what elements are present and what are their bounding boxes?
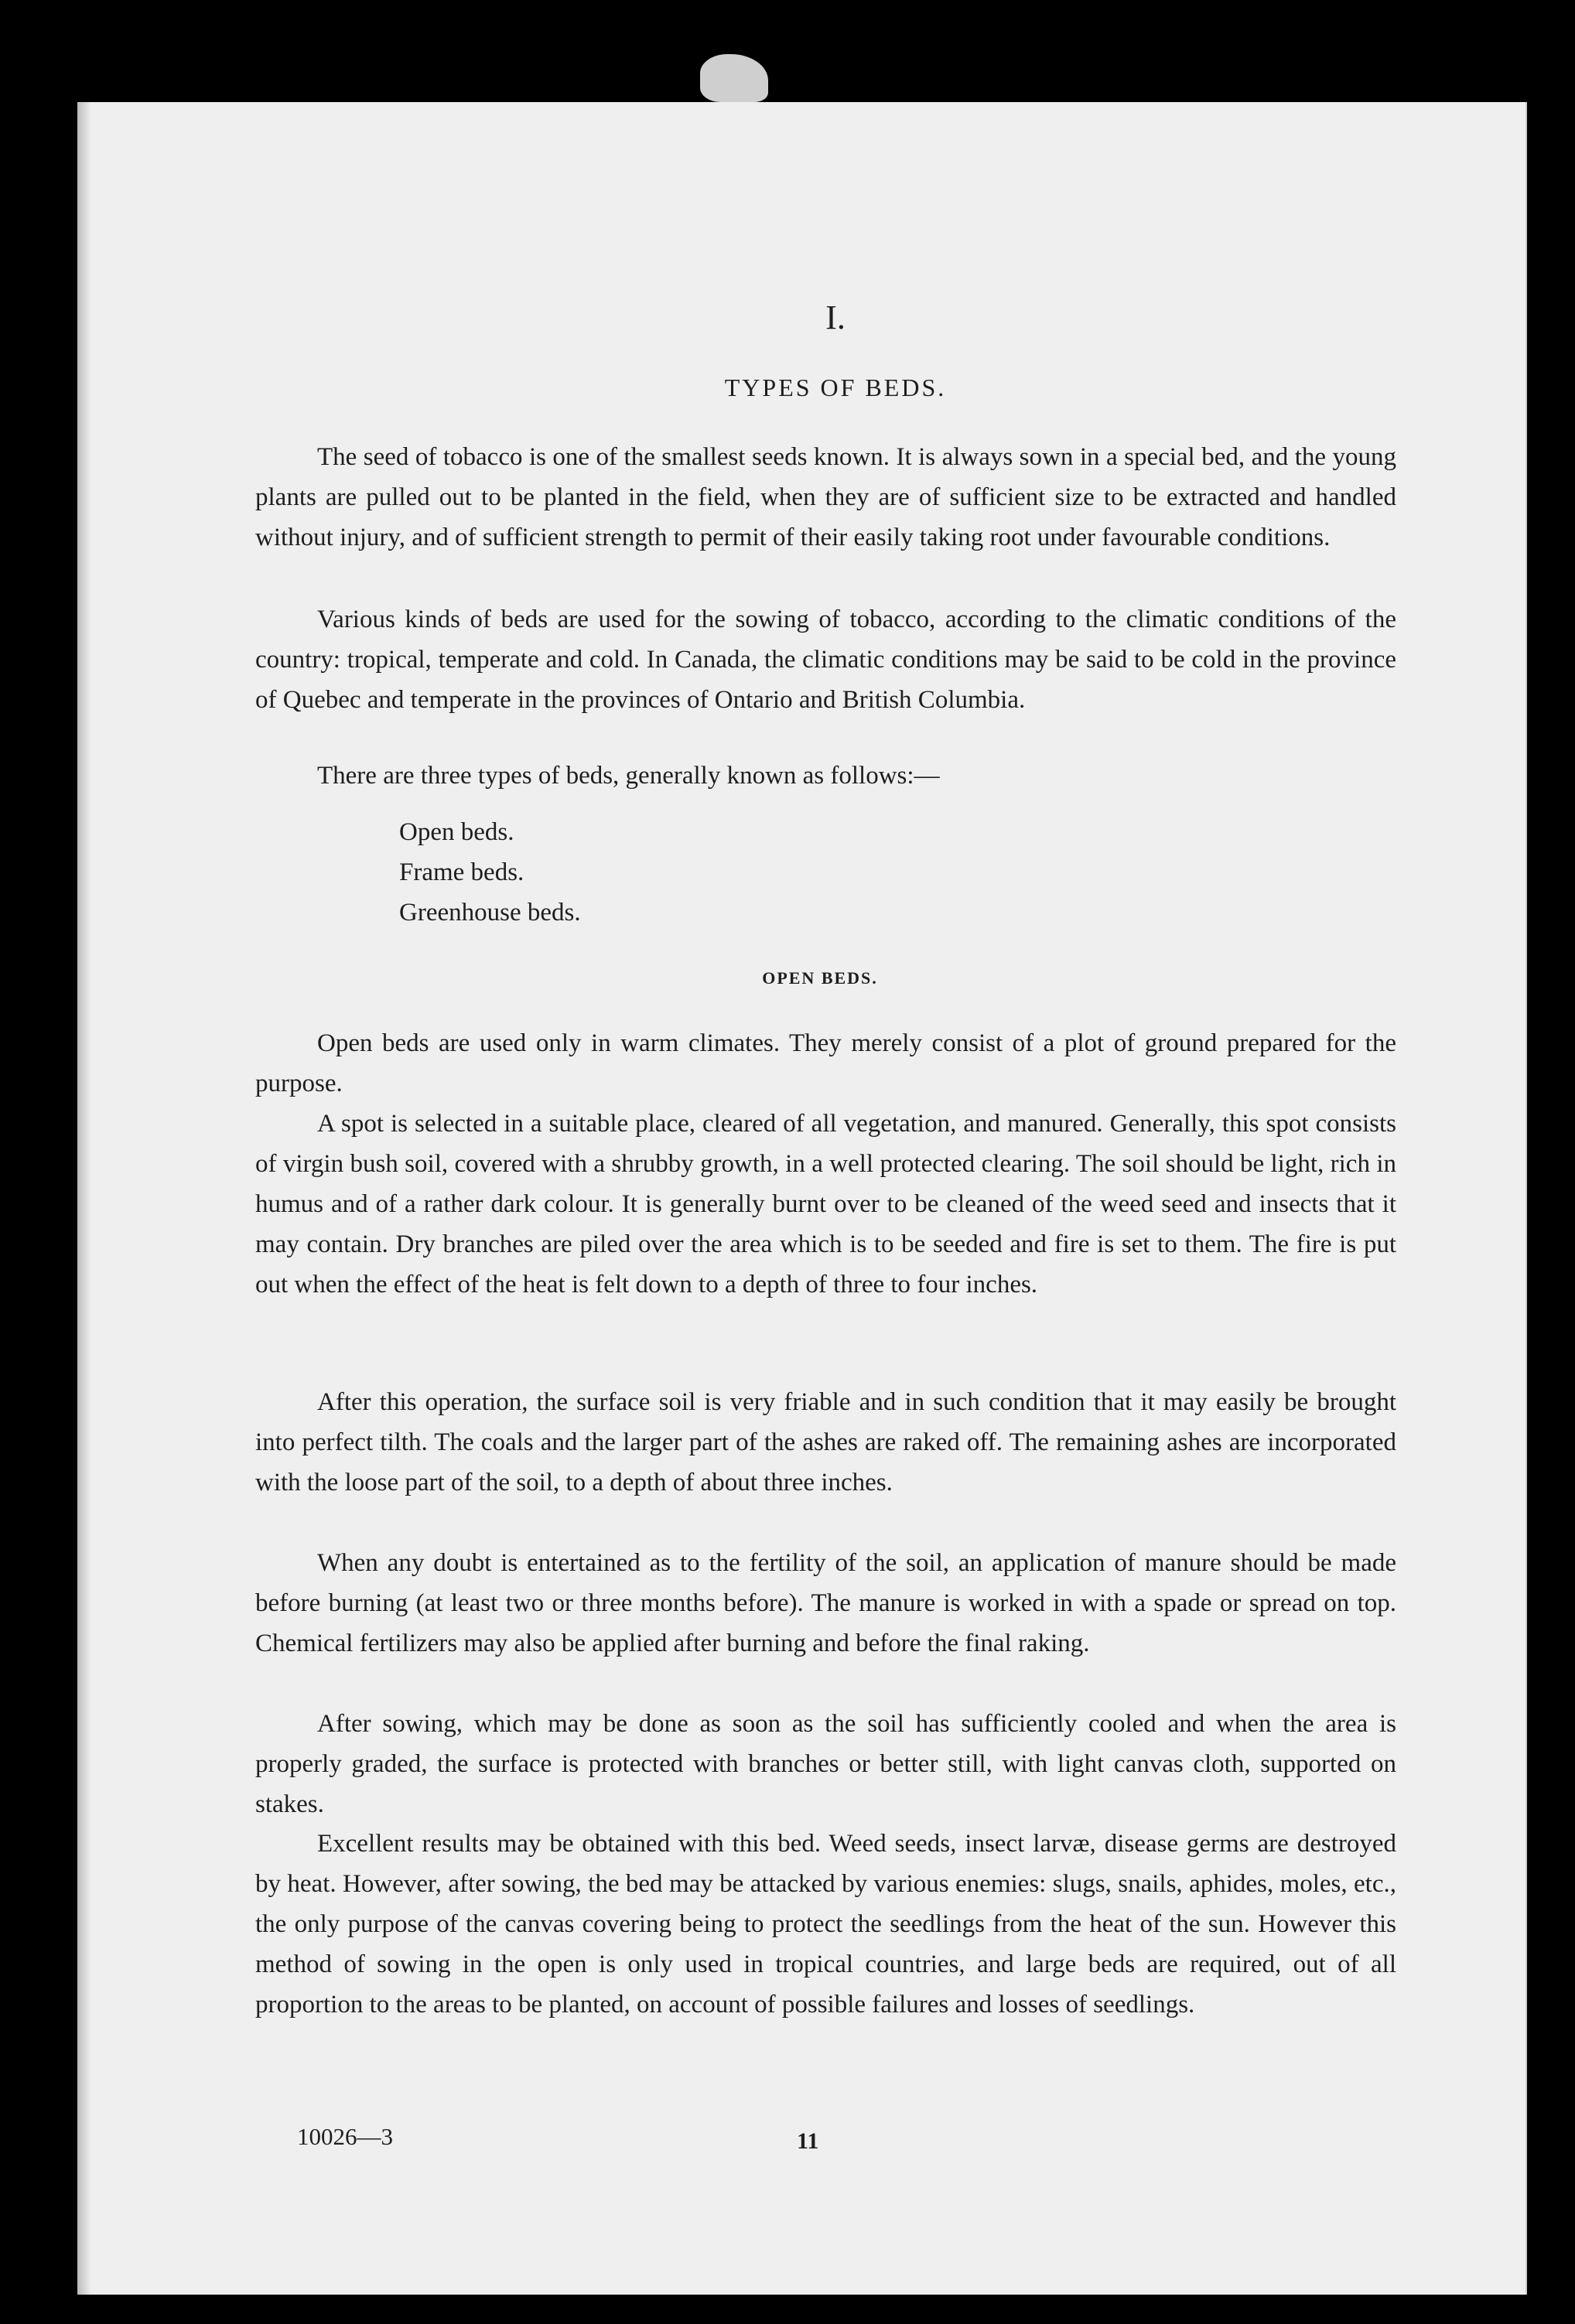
paragraph-open-beds-4: When any doubt is entertained as to the fertility of the soil, an application of manure should be made before burning (at least two or three months before). The manure is worked in with a spade or spread on top. Chemical fertilizers may also be applied after burning and before the final raking. [255, 1549, 1396, 1657]
chapter-number: I. [825, 299, 846, 336]
binding-shadow [77, 102, 91, 2295]
section-heading: OPEN BEDS. [762, 968, 878, 988]
print-code: 10026—3 [297, 2123, 393, 2150]
list-item: Frame beds. [399, 858, 524, 886]
paragraph-intro-3: There are three types of beds, generally known as follows:— [317, 762, 940, 790]
paragraph-open-beds-6: Excellent results may be obtained with this bed. Weed seeds, insect larvæ, disease germs are destroyed by heat. However, after sowing, the bed may be attacked by various enemies: slugs, snails, aphides, moles, etc., the only purpose of the canvas covering being to protect the seedlings from the heat of the sun. However this method of sowing in the open is only used in tropical countries, and large beds are required, out of all proportion to the areas to be planted, on account of possible failures and losses of seedlings. [255, 1830, 1396, 2019]
paragraph-open-beds-1: Open beds are used only in warm climates. They merely consist of a plot of ground prepared for the purpose. [255, 1029, 1396, 1097]
paragraph-intro-1: The seed of tobacco is one of the smallest seeds known. It is always sown in a special bed, and the young plants are pulled out to be planted in the field, when they are of sufficient size to be extracted and handled without injury, and of sufficient strength to permit of their easily taking root under favourable conditions. [255, 443, 1396, 551]
chapter-title: TYPES OF BEDS. [724, 374, 947, 401]
page-number: 11 [797, 2128, 819, 2154]
paragraph-open-beds-5: After sowing, which may be done as soon as the soil has sufficiently cooled and when the area is properly graded, the surface is protected with branches or better still, with light canvas cloth, supported on stakes. [255, 1710, 1396, 1818]
paragraph-open-beds-3: After this operation, the surface soil is very friable and in such condition that it may easily be brought into perfect tilth. The coals and the larger part of the ashes are raked off. The remaining ashes are incorporated with the loose part of the soil, to a depth of about three inches. [255, 1388, 1396, 1496]
paragraph-intro-2: Various kinds of beds are used for the sowing of tobacco, according to the climatic conditions of the country: tropical, temperate and cold. In Canada, the climatic conditions may be said to be cold in the province of Quebec and temperate in the provinces of Ontario and British Columbia. [255, 606, 1396, 714]
paragraph-open-beds-2: A spot is selected in a suitable place, cleared of all vegetation, and manured. Generally, this spot consists of virgin bush soil, covered with a shrubby growth, in a well protected clearing. The soil should be light, rich in humus and of a rather dark colour. It is generally burnt over to be cleaned of the weed seed and insects that it may contain. Dry branches are piled over the area which is to be seeded and fire is set to them. The fire is put out when the effect of the heat is felt down to a depth of three to four inches. [255, 1110, 1396, 1299]
bed-types-list [399, 812, 863, 933]
list-item: Greenhouse beds. [399, 899, 581, 927]
list-item: Open beds. [399, 818, 514, 846]
page-edge-fragment [700, 54, 768, 102]
